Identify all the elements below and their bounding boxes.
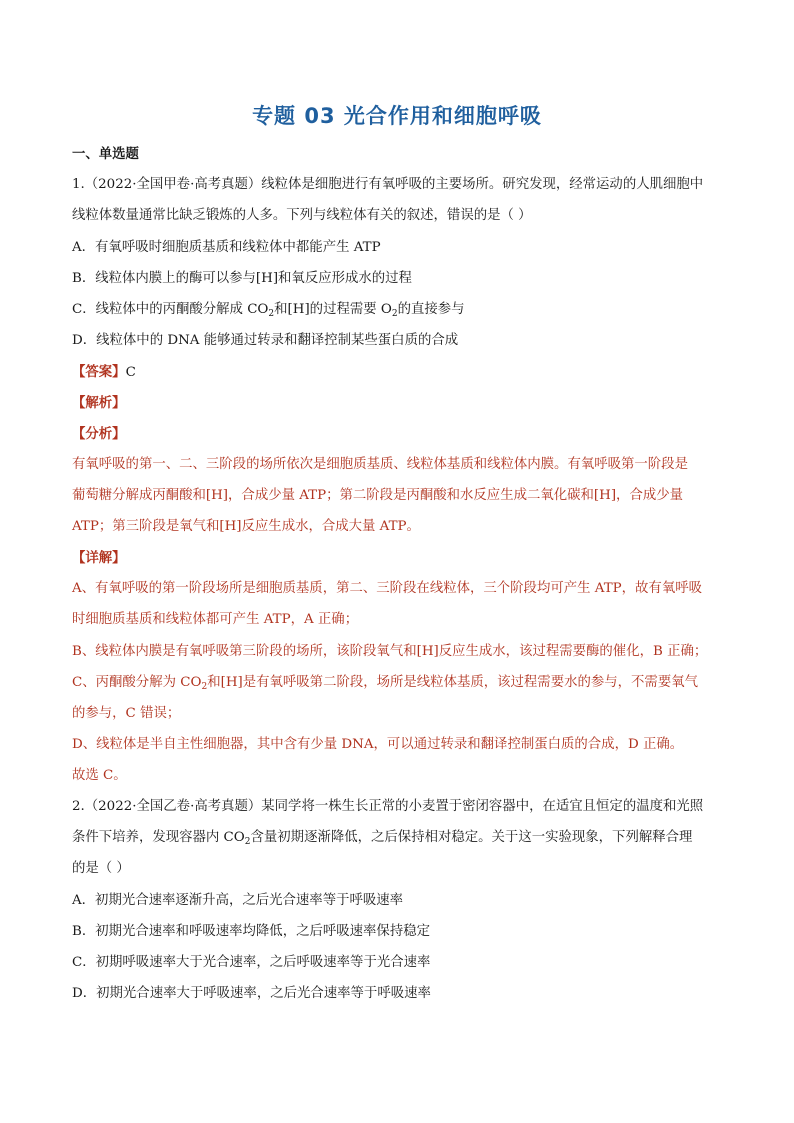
subscript: 2 xyxy=(201,682,208,692)
subscript: 2 xyxy=(391,309,398,319)
fenxi-line-1: 有氧呼吸的第一、二、三阶段的场所依次是细胞质基质、线粒体基质和线粒体内膜。有氧呼吸第一阶段是 xyxy=(72,457,688,472)
answer-tag: 【答案】 xyxy=(72,364,126,380)
q2-option-a: A．初期光合速率逐渐升高，之后光合速率等于呼吸速率 xyxy=(72,893,404,908)
q2-option-b: B．初期光合速率和呼吸速率均降低，之后呼吸速率保持稳定 xyxy=(72,924,430,939)
detail-a-line-1: A、有氧呼吸的第一阶段场所是细胞质基质，第二、三阶段在线粒体，三个阶段均可产生 ATP，故有氧呼吸 xyxy=(72,581,702,596)
page-title: 专题 03 光合作用和细胞呼吸 xyxy=(252,104,542,128)
q2-stem-line-3: 的是（ ） xyxy=(72,861,130,876)
conclusion: 故选 C。 xyxy=(72,768,127,783)
detail-b: B、线粒体内膜是有氧呼吸第三阶段的场所，该阶段氧气和[H]反应生成水，该过程需要酶的催化，B 正确； xyxy=(72,644,708,659)
q1-option-c-text: 的直接参与 xyxy=(397,302,465,317)
answer-value: C xyxy=(125,365,136,380)
fenxi-tag: 【分析】 xyxy=(72,426,126,442)
detail-d: D、线粒体是半自主性细胞器，其中含有少量 DNA，可以通过转录和翻译控制蛋白质的合成，D 正确。 xyxy=(72,737,684,752)
q2-stem-line-2 xyxy=(72,829,742,847)
q2-option-c: C．初期呼吸速率大于光合速率，之后呼吸速率等于光合速率 xyxy=(72,955,431,970)
q2-stem-text: 含量初期逐渐降低，之后保持相对稳定。关于这一实验现象，下列解释合理 xyxy=(250,830,693,845)
analysis-tag: 【解析】 xyxy=(72,395,126,411)
fenxi-line-3: ATP；第三阶段是氧气和[H]反应生成水，合成大量 ATP。 xyxy=(72,519,420,534)
q2-stem-line-1: 2.（2022·全国乙卷·高考真题）某同学将一株生长正常的小麦置于密闭容器中，在适宜且恒定的温度和光照 xyxy=(72,799,704,814)
q1-option-c-text: 和[H]的过程需要 O xyxy=(274,302,392,317)
q1-option-a: A．有氧呼吸时细胞质基质和线粒体中都能产生 ATP xyxy=(72,240,381,255)
q1-option-c xyxy=(72,301,742,319)
q1-answer xyxy=(72,363,742,382)
q1-stem-line-1: 1.（2022·全国甲卷·高考真题）线粒体是细胞进行有氧呼吸的主要场所。研究发现，经常运动的人肌细胞中 xyxy=(72,177,704,192)
q2-stem-text: 条件下培养，发现容器内 CO xyxy=(72,830,245,845)
fenxi-line-2: 葡萄糖分解成丙酮酸和[H]，合成少量 ATP；第二阶段是丙酮酸和水反应生成二氧化碳和[H]，合成少量 xyxy=(72,488,684,503)
q1-option-d: D．线粒体中的 DNA 能够通过转录和翻译控制某些蛋白质的合成 xyxy=(72,333,459,348)
detail-tag: 【详解】 xyxy=(72,550,126,566)
detail-c-line-2: 的参与，C 错误； xyxy=(72,706,181,721)
subscript: 2 xyxy=(244,837,251,847)
q1-option-c-text: C．线粒体中的丙酮酸分解成 CO xyxy=(72,302,269,317)
detail-c-text: 和[H]是有氧呼吸第二阶段，场所是线粒体基质，该过程需要水的参与，不需要氧气 xyxy=(207,675,698,690)
section-heading: 一、单选题 xyxy=(72,146,139,162)
detail-c-line-1 xyxy=(72,674,742,692)
q1-option-b: B．线粒体内膜上的酶可以参与[H]和氧反应形成水的过程 xyxy=(72,271,412,286)
detail-c-text: C、丙酮酸分解为 CO xyxy=(72,675,202,690)
detail-a-line-2: 时细胞质基质和线粒体都可产生 ATP，A 正确； xyxy=(72,612,359,627)
q2-option-d: D．初期光合速率大于呼吸速率，之后光合速率等于呼吸速率 xyxy=(72,986,431,1001)
q1-stem-line-2: 线粒体数量通常比缺乏锻炼的人多。下列与线粒体有关的叙述，错误的是（ ） xyxy=(72,208,532,223)
subscript: 2 xyxy=(268,309,275,319)
